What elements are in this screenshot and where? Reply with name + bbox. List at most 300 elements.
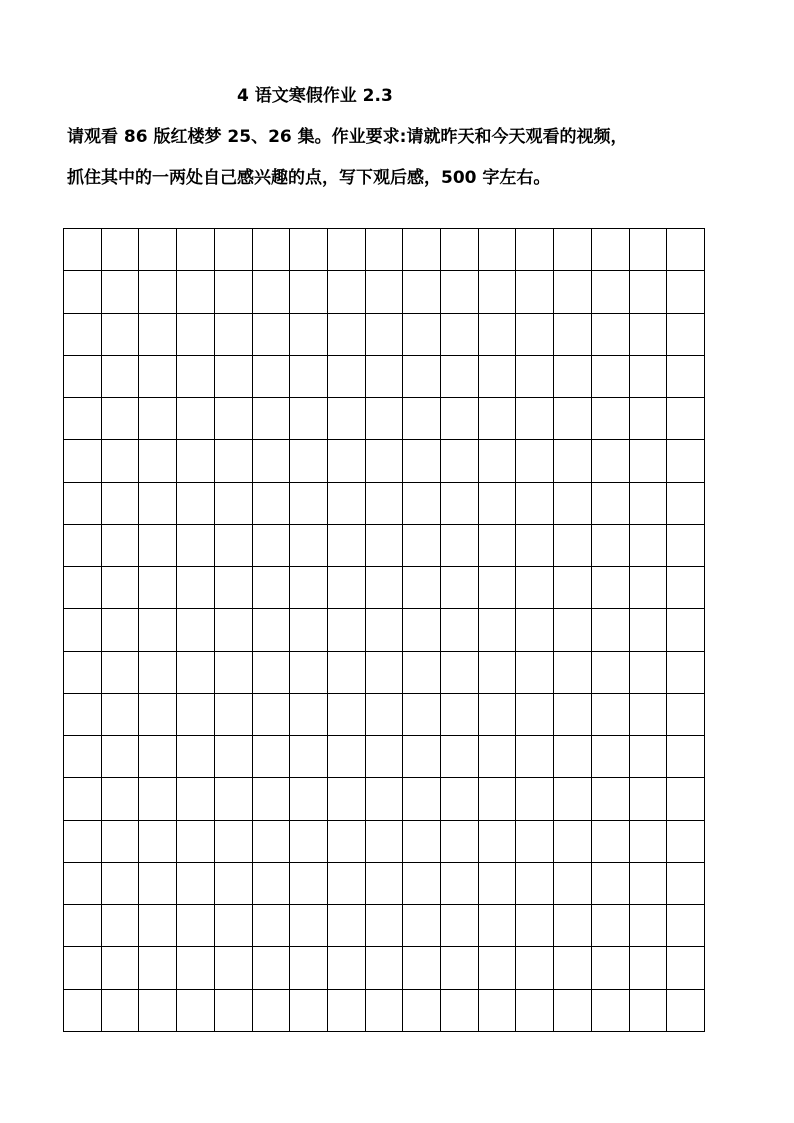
grid-cell bbox=[139, 609, 177, 651]
grid-row bbox=[64, 440, 705, 482]
grid-cell bbox=[441, 693, 479, 735]
grid-row bbox=[64, 229, 705, 271]
grid-cell bbox=[327, 398, 365, 440]
grid-cell bbox=[101, 609, 139, 651]
grid-row bbox=[64, 609, 705, 651]
grid-cell bbox=[64, 820, 102, 862]
grid-cell bbox=[516, 820, 554, 862]
grid-cell bbox=[101, 567, 139, 609]
grid-cell bbox=[554, 355, 592, 397]
grid-cell bbox=[101, 736, 139, 778]
grid-cell bbox=[101, 989, 139, 1032]
grid-cell bbox=[252, 820, 290, 862]
grid-cell bbox=[214, 482, 252, 524]
grid-cell bbox=[139, 398, 177, 440]
grid-cell bbox=[290, 947, 328, 989]
grid-cell bbox=[441, 736, 479, 778]
grid-cell bbox=[290, 693, 328, 735]
grid-cell bbox=[177, 271, 215, 313]
grid-cell bbox=[365, 651, 403, 693]
grid-cell bbox=[591, 524, 629, 566]
grid-cell bbox=[554, 482, 592, 524]
grid-cell bbox=[516, 313, 554, 355]
grid-cell bbox=[290, 651, 328, 693]
grid-cell bbox=[403, 482, 441, 524]
grid-cell bbox=[629, 609, 667, 651]
grid-cell bbox=[327, 651, 365, 693]
grid-cell bbox=[591, 355, 629, 397]
grid-cell bbox=[365, 778, 403, 820]
grid-cell bbox=[64, 905, 102, 947]
grid-cell bbox=[667, 693, 705, 735]
grid-cell bbox=[554, 567, 592, 609]
grid-cell bbox=[365, 905, 403, 947]
grid-row bbox=[64, 778, 705, 820]
grid-cell bbox=[667, 271, 705, 313]
grid-cell bbox=[101, 905, 139, 947]
grid-cell bbox=[667, 482, 705, 524]
grid-cell bbox=[214, 778, 252, 820]
grid-cell bbox=[516, 778, 554, 820]
grid-cell bbox=[667, 440, 705, 482]
grid-cell bbox=[554, 313, 592, 355]
grid-cell bbox=[327, 905, 365, 947]
grid-cell bbox=[290, 313, 328, 355]
grid-cell bbox=[252, 567, 290, 609]
grid-cell bbox=[403, 271, 441, 313]
grid-cell bbox=[554, 736, 592, 778]
grid-cell bbox=[516, 440, 554, 482]
grid-cell bbox=[441, 567, 479, 609]
grid-cell bbox=[177, 567, 215, 609]
grid-cell bbox=[327, 355, 365, 397]
grid-cell bbox=[629, 398, 667, 440]
grid-cell bbox=[252, 482, 290, 524]
grid-cell bbox=[478, 313, 516, 355]
grid-cell bbox=[516, 989, 554, 1032]
grid-cell bbox=[478, 736, 516, 778]
grid-cell bbox=[478, 693, 516, 735]
grid-row bbox=[64, 355, 705, 397]
grid-cell bbox=[252, 947, 290, 989]
grid-cell bbox=[177, 609, 215, 651]
grid-cell bbox=[290, 609, 328, 651]
grid-cell bbox=[591, 609, 629, 651]
grid-cell bbox=[177, 482, 215, 524]
grid-cell bbox=[365, 862, 403, 904]
grid-cell bbox=[139, 820, 177, 862]
grid-cell bbox=[478, 567, 516, 609]
grid-cell bbox=[252, 862, 290, 904]
grid-cell bbox=[403, 440, 441, 482]
grid-cell bbox=[214, 820, 252, 862]
grid-cell bbox=[365, 820, 403, 862]
grid-cell bbox=[478, 271, 516, 313]
grid-row bbox=[64, 524, 705, 566]
grid-cell bbox=[327, 313, 365, 355]
grid-cell bbox=[177, 229, 215, 271]
grid-cell bbox=[327, 820, 365, 862]
grid-cell bbox=[441, 947, 479, 989]
grid-row bbox=[64, 905, 705, 947]
grid-cell bbox=[667, 567, 705, 609]
grid-cell bbox=[214, 229, 252, 271]
instruction-line-2: 抓住其中的一两处自己感兴趣的点，写下观后感，500 字左右。 bbox=[67, 168, 551, 188]
grid-cell bbox=[667, 736, 705, 778]
grid-cell bbox=[327, 947, 365, 989]
grid-cell bbox=[554, 778, 592, 820]
grid-cell bbox=[478, 482, 516, 524]
grid-cell bbox=[101, 482, 139, 524]
grid-cell bbox=[64, 609, 102, 651]
grid-cell bbox=[629, 947, 667, 989]
instruction-line-1: 请观看 86 版红楼梦 25、26 集。作业要求:请就昨天和今天观看的视频， bbox=[67, 127, 628, 147]
grid-cell bbox=[290, 778, 328, 820]
grid-cell bbox=[214, 905, 252, 947]
grid-cell bbox=[554, 905, 592, 947]
grid-cell bbox=[591, 989, 629, 1032]
grid-cell bbox=[214, 609, 252, 651]
grid-cell bbox=[667, 989, 705, 1032]
grid-cell bbox=[327, 609, 365, 651]
grid-cell bbox=[478, 651, 516, 693]
grid-cell bbox=[591, 440, 629, 482]
grid-cell bbox=[554, 947, 592, 989]
grid-cell bbox=[214, 271, 252, 313]
grid-cell bbox=[365, 736, 403, 778]
grid-cell bbox=[139, 778, 177, 820]
grid-cell bbox=[667, 947, 705, 989]
grid-cell bbox=[629, 651, 667, 693]
grid-cell bbox=[214, 313, 252, 355]
grid-cell bbox=[365, 693, 403, 735]
grid-cell bbox=[101, 271, 139, 313]
grid-cell bbox=[64, 271, 102, 313]
grid-cell bbox=[290, 271, 328, 313]
grid-cell bbox=[365, 313, 403, 355]
grid-cell bbox=[441, 820, 479, 862]
grid-cell bbox=[177, 398, 215, 440]
grid-cell bbox=[629, 440, 667, 482]
grid-row bbox=[64, 862, 705, 904]
grid-cell bbox=[64, 778, 102, 820]
grid-row bbox=[64, 736, 705, 778]
grid-cell bbox=[441, 355, 479, 397]
grid-cell bbox=[554, 693, 592, 735]
grid-row bbox=[64, 271, 705, 313]
grid-cell bbox=[403, 693, 441, 735]
grid-cell bbox=[214, 989, 252, 1032]
grid-cell bbox=[290, 736, 328, 778]
grid-cell bbox=[403, 567, 441, 609]
grid-cell bbox=[177, 313, 215, 355]
grid-cell bbox=[516, 567, 554, 609]
grid-cell bbox=[252, 524, 290, 566]
grid-cell bbox=[516, 524, 554, 566]
grid-row bbox=[64, 947, 705, 989]
grid-cell bbox=[101, 947, 139, 989]
grid-cell bbox=[252, 989, 290, 1032]
grid-cell bbox=[441, 398, 479, 440]
grid-cell bbox=[403, 651, 441, 693]
grid-cell bbox=[403, 313, 441, 355]
grid-cell bbox=[327, 567, 365, 609]
grid-cell bbox=[177, 440, 215, 482]
grid-cell bbox=[252, 440, 290, 482]
grid-cell bbox=[252, 905, 290, 947]
grid-cell bbox=[478, 398, 516, 440]
grid-cell bbox=[177, 862, 215, 904]
grid-cell bbox=[177, 693, 215, 735]
grid-cell bbox=[478, 440, 516, 482]
grid-cell bbox=[516, 905, 554, 947]
grid-cell bbox=[290, 398, 328, 440]
grid-cell bbox=[554, 820, 592, 862]
grid-cell bbox=[591, 905, 629, 947]
grid-cell bbox=[629, 355, 667, 397]
grid-cell bbox=[177, 947, 215, 989]
grid-cell bbox=[101, 693, 139, 735]
grid-cell bbox=[403, 398, 441, 440]
grid-cell bbox=[252, 609, 290, 651]
grid-row bbox=[64, 567, 705, 609]
grid-cell bbox=[403, 989, 441, 1032]
grid-cell bbox=[478, 609, 516, 651]
grid-cell bbox=[516, 609, 554, 651]
grid-cell bbox=[441, 609, 479, 651]
grid-cell bbox=[139, 736, 177, 778]
grid-cell bbox=[139, 524, 177, 566]
grid-cell bbox=[139, 651, 177, 693]
grid-cell bbox=[441, 524, 479, 566]
grid-cell bbox=[554, 524, 592, 566]
grid-cell bbox=[554, 862, 592, 904]
grid-cell bbox=[478, 820, 516, 862]
grid-cell bbox=[252, 355, 290, 397]
grid-cell bbox=[667, 524, 705, 566]
grid-cell bbox=[252, 651, 290, 693]
grid-cell bbox=[554, 398, 592, 440]
grid-cell bbox=[591, 271, 629, 313]
grid-cell bbox=[214, 651, 252, 693]
grid-cell bbox=[403, 820, 441, 862]
grid-cell bbox=[64, 524, 102, 566]
grid-cell bbox=[667, 820, 705, 862]
grid-cell bbox=[516, 482, 554, 524]
worksheet-title: 4 语文寒假作业 2.3 bbox=[237, 86, 393, 106]
grid-cell bbox=[591, 947, 629, 989]
grid-cell bbox=[64, 229, 102, 271]
grid-cell bbox=[554, 229, 592, 271]
grid-cell bbox=[403, 609, 441, 651]
grid-cell bbox=[591, 567, 629, 609]
grid-cell bbox=[591, 820, 629, 862]
grid-cell bbox=[516, 398, 554, 440]
grid-cell bbox=[629, 482, 667, 524]
grid-cell bbox=[478, 355, 516, 397]
grid-row bbox=[64, 651, 705, 693]
grid-cell bbox=[101, 398, 139, 440]
grid-cell bbox=[403, 947, 441, 989]
grid-cell bbox=[64, 862, 102, 904]
grid-cell bbox=[478, 778, 516, 820]
grid-cell bbox=[629, 736, 667, 778]
grid-cell bbox=[139, 905, 177, 947]
grid-cell bbox=[516, 229, 554, 271]
grid-cell bbox=[252, 271, 290, 313]
grid-cell bbox=[139, 482, 177, 524]
grid-cell bbox=[441, 440, 479, 482]
grid-cell bbox=[591, 313, 629, 355]
grid-cell bbox=[403, 355, 441, 397]
grid-cell bbox=[591, 862, 629, 904]
grid-cell bbox=[554, 440, 592, 482]
grid-cell bbox=[139, 862, 177, 904]
grid-row bbox=[64, 398, 705, 440]
grid-cell bbox=[101, 440, 139, 482]
grid-cell bbox=[554, 609, 592, 651]
grid-cell bbox=[214, 355, 252, 397]
grid-cell bbox=[214, 693, 252, 735]
grid-cell bbox=[591, 693, 629, 735]
grid-cell bbox=[101, 778, 139, 820]
grid-cell bbox=[629, 693, 667, 735]
grid-row bbox=[64, 693, 705, 735]
grid-cell bbox=[252, 693, 290, 735]
grid-cell bbox=[667, 313, 705, 355]
writing-grid bbox=[63, 228, 705, 1032]
grid-cell bbox=[365, 355, 403, 397]
grid-cell bbox=[327, 736, 365, 778]
grid-row bbox=[64, 313, 705, 355]
grid-cell bbox=[591, 778, 629, 820]
grid-cell bbox=[591, 736, 629, 778]
grid-cell bbox=[327, 482, 365, 524]
grid-cell bbox=[177, 905, 215, 947]
grid-cell bbox=[252, 736, 290, 778]
grid-cell bbox=[139, 440, 177, 482]
grid-cell bbox=[591, 651, 629, 693]
grid-cell bbox=[177, 778, 215, 820]
grid-cell bbox=[64, 440, 102, 482]
grid-cell bbox=[327, 989, 365, 1032]
grid-cell bbox=[139, 355, 177, 397]
grid-cell bbox=[365, 440, 403, 482]
grid-cell bbox=[64, 989, 102, 1032]
grid-cell bbox=[214, 440, 252, 482]
grid-cell bbox=[290, 567, 328, 609]
grid-cell bbox=[591, 398, 629, 440]
grid-cell bbox=[214, 398, 252, 440]
grid-cell bbox=[365, 609, 403, 651]
grid-cell bbox=[327, 524, 365, 566]
grid-cell bbox=[252, 313, 290, 355]
grid-cell bbox=[478, 989, 516, 1032]
grid-cell bbox=[327, 778, 365, 820]
grid-cell bbox=[667, 355, 705, 397]
grid-cell bbox=[516, 355, 554, 397]
grid-cell bbox=[290, 355, 328, 397]
grid-cell bbox=[290, 905, 328, 947]
grid-cell bbox=[478, 905, 516, 947]
grid-cell bbox=[667, 778, 705, 820]
grid-cell bbox=[252, 398, 290, 440]
grid-cell bbox=[667, 651, 705, 693]
grid-cell bbox=[252, 229, 290, 271]
grid-cell bbox=[139, 271, 177, 313]
grid-cell bbox=[64, 313, 102, 355]
grid-cell bbox=[667, 862, 705, 904]
grid-cell bbox=[478, 862, 516, 904]
grid-cell bbox=[177, 355, 215, 397]
grid-cell bbox=[214, 736, 252, 778]
grid-cell bbox=[441, 271, 479, 313]
grid-cell bbox=[629, 524, 667, 566]
grid-cell bbox=[327, 862, 365, 904]
grid-cell bbox=[64, 693, 102, 735]
grid-cell bbox=[403, 862, 441, 904]
grid-cell bbox=[177, 736, 215, 778]
grid-cell bbox=[441, 778, 479, 820]
grid-cell bbox=[365, 482, 403, 524]
grid-cell bbox=[591, 229, 629, 271]
grid-cell bbox=[516, 271, 554, 313]
grid-cell bbox=[629, 271, 667, 313]
grid-cell bbox=[629, 778, 667, 820]
grid-cell bbox=[629, 229, 667, 271]
grid-cell bbox=[101, 355, 139, 397]
grid-cell bbox=[554, 989, 592, 1032]
grid-cell bbox=[629, 989, 667, 1032]
grid-cell bbox=[667, 609, 705, 651]
grid-cell bbox=[403, 736, 441, 778]
grid-cell bbox=[327, 693, 365, 735]
grid-cell bbox=[478, 229, 516, 271]
grid-cell bbox=[139, 989, 177, 1032]
grid-cell bbox=[478, 524, 516, 566]
grid-cell bbox=[365, 398, 403, 440]
grid-cell bbox=[101, 862, 139, 904]
grid-cell bbox=[64, 947, 102, 989]
grid-cell bbox=[441, 905, 479, 947]
grid-cell bbox=[214, 567, 252, 609]
grid-cell bbox=[591, 482, 629, 524]
grid-cell bbox=[177, 524, 215, 566]
grid-cell bbox=[101, 820, 139, 862]
grid-cell bbox=[516, 862, 554, 904]
grid-cell bbox=[139, 229, 177, 271]
grid-cell bbox=[667, 229, 705, 271]
grid-cell bbox=[290, 524, 328, 566]
grid-cell bbox=[64, 482, 102, 524]
grid-cell bbox=[365, 947, 403, 989]
grid-cell bbox=[327, 229, 365, 271]
grid-cell bbox=[64, 651, 102, 693]
grid-cell bbox=[64, 398, 102, 440]
grid-cell bbox=[290, 862, 328, 904]
grid-cell bbox=[177, 651, 215, 693]
grid-cell bbox=[667, 398, 705, 440]
grid-cell bbox=[365, 567, 403, 609]
grid-cell bbox=[64, 567, 102, 609]
grid-cell bbox=[516, 693, 554, 735]
grid-cell bbox=[177, 989, 215, 1032]
grid-row bbox=[64, 820, 705, 862]
grid-cell bbox=[441, 229, 479, 271]
grid-cell bbox=[516, 736, 554, 778]
grid-cell bbox=[139, 567, 177, 609]
grid-cell bbox=[101, 651, 139, 693]
